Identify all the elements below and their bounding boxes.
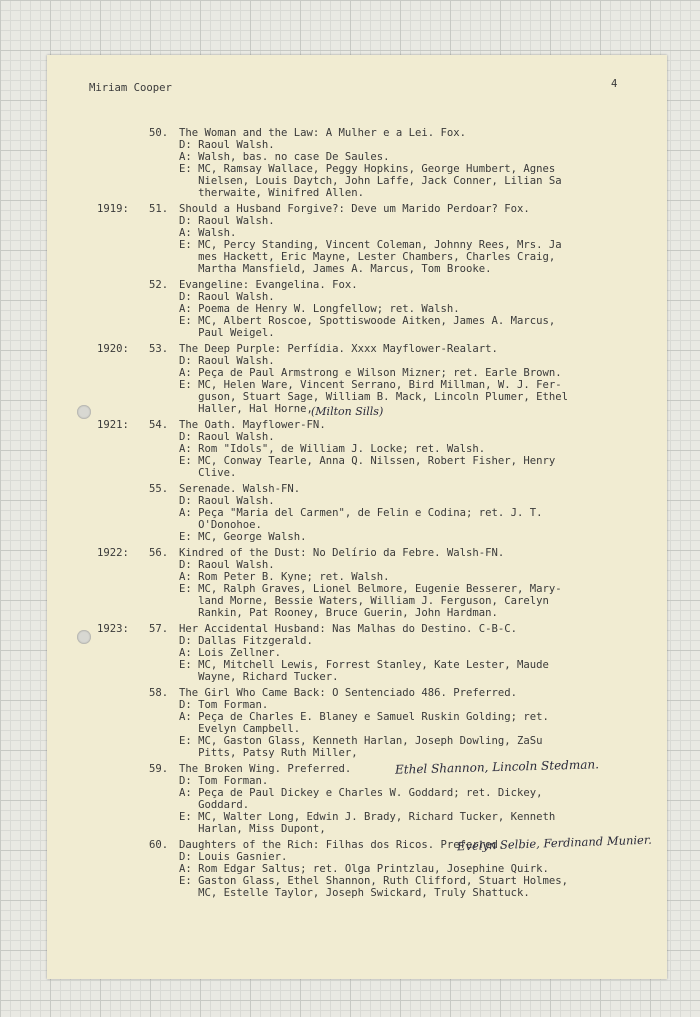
- entry-title: Kindred of the Dust: No Delírio da Febre. Walsh-FN.: [179, 547, 505, 559]
- entry-title: Evangeline: Evangelina. Fox.: [179, 279, 358, 291]
- entry-line: therwaite, Winifred Allen.: [179, 187, 364, 199]
- entry-line: Nielsen, Louis Daytch, John Laffe, Jack Conner, Lilian Sa: [179, 175, 562, 187]
- film-entry: [97, 279, 556, 339]
- entry-number: 56.: [149, 547, 169, 559]
- entry-line: E: Gaston Glass, Ethel Shannon, Ruth Clifford, Stuart Holmes,: [179, 875, 569, 887]
- entry-line: D: Louis Gasnier.: [179, 851, 288, 863]
- entry-line: A: Rom "Idols", de William J. Locke; ret. Walsh.: [179, 443, 486, 455]
- film-entry: [97, 127, 562, 199]
- page-number: 4: [611, 78, 618, 90]
- entry-title: Her Accidental Husband: Nas Malhas do Destino. C-B-C.: [179, 623, 518, 635]
- entry-line: Martha Mansfield, James A. Marcus, Tom Brooke.: [179, 263, 492, 275]
- entry-year: 1920:: [97, 343, 129, 355]
- film-entry: [97, 483, 543, 543]
- entry-line: D: Raoul Walsh.: [179, 139, 275, 151]
- entry-line: D: Raoul Walsh.: [179, 291, 275, 303]
- entry-title: Should a Husband Forgive?: Deve um Marido Perdoar? Fox.: [179, 203, 530, 215]
- film-entry: [97, 203, 562, 275]
- entry-number: 53.: [149, 343, 169, 355]
- entry-number: 52.: [149, 279, 169, 291]
- punch-hole-top: [77, 405, 91, 419]
- entry-line: A: Peça de Paul Armstrong e Wilson Mizner; ret. Earle Brown.: [179, 367, 562, 379]
- entry-line: Goddard.: [179, 799, 250, 811]
- entry-line: A: Peça de Charles E. Blaney e Samuel Ruskin Golding; ret.: [179, 711, 549, 723]
- entry-line: E: MC, Ramsay Wallace, Peggy Hopkins, George Humbert, Agnes: [179, 163, 556, 175]
- entry-line: mes Hackett, Eric Mayne, Lester Chambers, Charles Craig,: [179, 251, 556, 263]
- entry-line: A: Rom Edgar Saltus; ret. Olga Printzlau, Josephine Quirk.: [179, 863, 549, 875]
- entry-line: Rankin, Pat Rooney, Bruce Guerin, John Hardman.: [179, 607, 498, 619]
- entry-line: E: MC, Percy Standing, Vincent Coleman, Johnny Rees, Mrs. Ja: [179, 239, 562, 251]
- entry-line: A: Walsh, bas. no case De Saules.: [179, 151, 390, 163]
- entry-line: D: Dallas Fitzgerald.: [179, 635, 313, 647]
- entry-title: The Deep Purple: Perfídia. Xxxx Mayflower-Realart.: [179, 343, 498, 355]
- entry-line: guson, Stuart Sage, William B. Mack, Lincoln Plumer, Ethel: [179, 391, 569, 403]
- film-entry: [97, 687, 549, 759]
- entry-line: D: Raoul Walsh.: [179, 355, 275, 367]
- handwritten-note-58: Ethel Shannon, Lincoln Stedman.: [394, 757, 600, 777]
- entry-number: 51.: [149, 203, 169, 215]
- film-entry: [97, 547, 562, 619]
- entry-line: MC, Estelle Taylor, Joseph Swickard, Truly Shattuck.: [179, 887, 530, 899]
- entry-number: 59.: [149, 763, 169, 775]
- film-entry: [97, 343, 569, 415]
- entry-line: D: Raoul Walsh.: [179, 495, 275, 507]
- entry-line: D: Raoul Walsh.: [179, 431, 275, 443]
- handwritten-note-53: (Milton Sills): [311, 405, 384, 418]
- entry-line: D: Raoul Walsh.: [179, 559, 275, 571]
- punch-hole-bottom: [77, 630, 91, 644]
- entry-line: D: Raoul Walsh.: [179, 215, 275, 227]
- entry-line: land Morne, Bessie Waters, William J. Ferguson, Carelyn: [179, 595, 549, 607]
- entry-number: 54.: [149, 419, 169, 431]
- entry-year: 1922:: [97, 547, 129, 559]
- entry-number: 58.: [149, 687, 169, 699]
- entry-line: E: MC, Conway Tearle, Anna Q. Nilssen, Robert Fisher, Henry: [179, 455, 556, 467]
- entry-line: Wayne, Richard Tucker.: [179, 671, 339, 683]
- entry-line: E: MC, Gaston Glass, Kenneth Harlan, Joseph Dowling, ZaSu: [179, 735, 543, 747]
- entry-line: O'Donohoe.: [179, 519, 262, 531]
- entry-line: Harlan, Miss Dupont,: [179, 823, 326, 835]
- entry-number: 55.: [149, 483, 169, 495]
- film-entry: [97, 419, 556, 479]
- entry-number: 60.: [149, 839, 169, 851]
- entry-line: D: Tom Forman.: [179, 775, 269, 787]
- entry-line: Pitts, Patsy Ruth Miller,: [179, 747, 358, 759]
- film-entry: [97, 839, 569, 899]
- entry-line: A: Peça de Paul Dickey e Charles W. Goddard; ret. Dickey,: [179, 787, 543, 799]
- entry-line: Paul Weigel.: [179, 327, 275, 339]
- entry-line: A: Rom Peter B. Kyne; ret. Walsh.: [179, 571, 390, 583]
- entry-line: A: Lois Zellner.: [179, 647, 282, 659]
- entry-title: The Woman and the Law: A Mulher e a Lei. Fox.: [179, 127, 467, 139]
- entry-year: 1923:: [97, 623, 129, 635]
- entry-title: The Oath. Mayflower-FN.: [179, 419, 326, 431]
- entry-line: A: Peça "Maria del Carmen", de Felin e Codina; ret. J. T.: [179, 507, 543, 519]
- entry-line: D: Tom Forman.: [179, 699, 269, 711]
- film-entry: [97, 623, 549, 683]
- author-name: Miriam Cooper: [89, 82, 172, 94]
- entry-year: 1919:: [97, 203, 129, 215]
- entry-line: A: Walsh.: [179, 227, 237, 239]
- entry-number: 57.: [149, 623, 169, 635]
- entry-number: 50.: [149, 127, 169, 139]
- entry-line: E: MC, Walter Long, Edwin J. Brady, Richard Tucker, Kenneth: [179, 811, 556, 823]
- entry-title: Daughters of the Rich: Filhas dos Ricos. Preferred.: [179, 839, 505, 851]
- entry-line: E: MC, Mitchell Lewis, Forrest Stanley, Kate Lester, Maude: [179, 659, 549, 671]
- entry-line: E: MC, Albert Roscoe, Spottiswoode Aitken, James A. Marcus,: [179, 315, 556, 327]
- entry-line: E: MC, Helen Ware, Vincent Serrano, Bird Millman, W. J. Fer-: [179, 379, 562, 391]
- entry-line: E: MC, George Walsh.: [179, 531, 307, 543]
- entry-line: E: MC, Ralph Graves, Lionel Belmore, Eugenie Besserer, Mary-: [179, 583, 562, 595]
- entry-line: Clive.: [179, 467, 237, 479]
- entry-title: The Girl Who Came Back: O Sentenciado 486. Preferred.: [179, 687, 518, 699]
- entry-line: Haller, Hal Horne,: [179, 403, 313, 415]
- entry-line: A: Poema de Henry W. Longfellow; ret. Walsh.: [179, 303, 460, 315]
- entry-year: 1921:: [97, 419, 129, 431]
- entry-title: Serenade. Walsh-FN.: [179, 483, 301, 495]
- entry-line: Evelyn Campbell.: [179, 723, 301, 735]
- entry-title: The Broken Wing. Preferred.: [179, 763, 352, 775]
- typed-page: [47, 55, 667, 979]
- handwritten-note-59: Evelyn Selbie, Ferdinand Munier.: [456, 832, 652, 854]
